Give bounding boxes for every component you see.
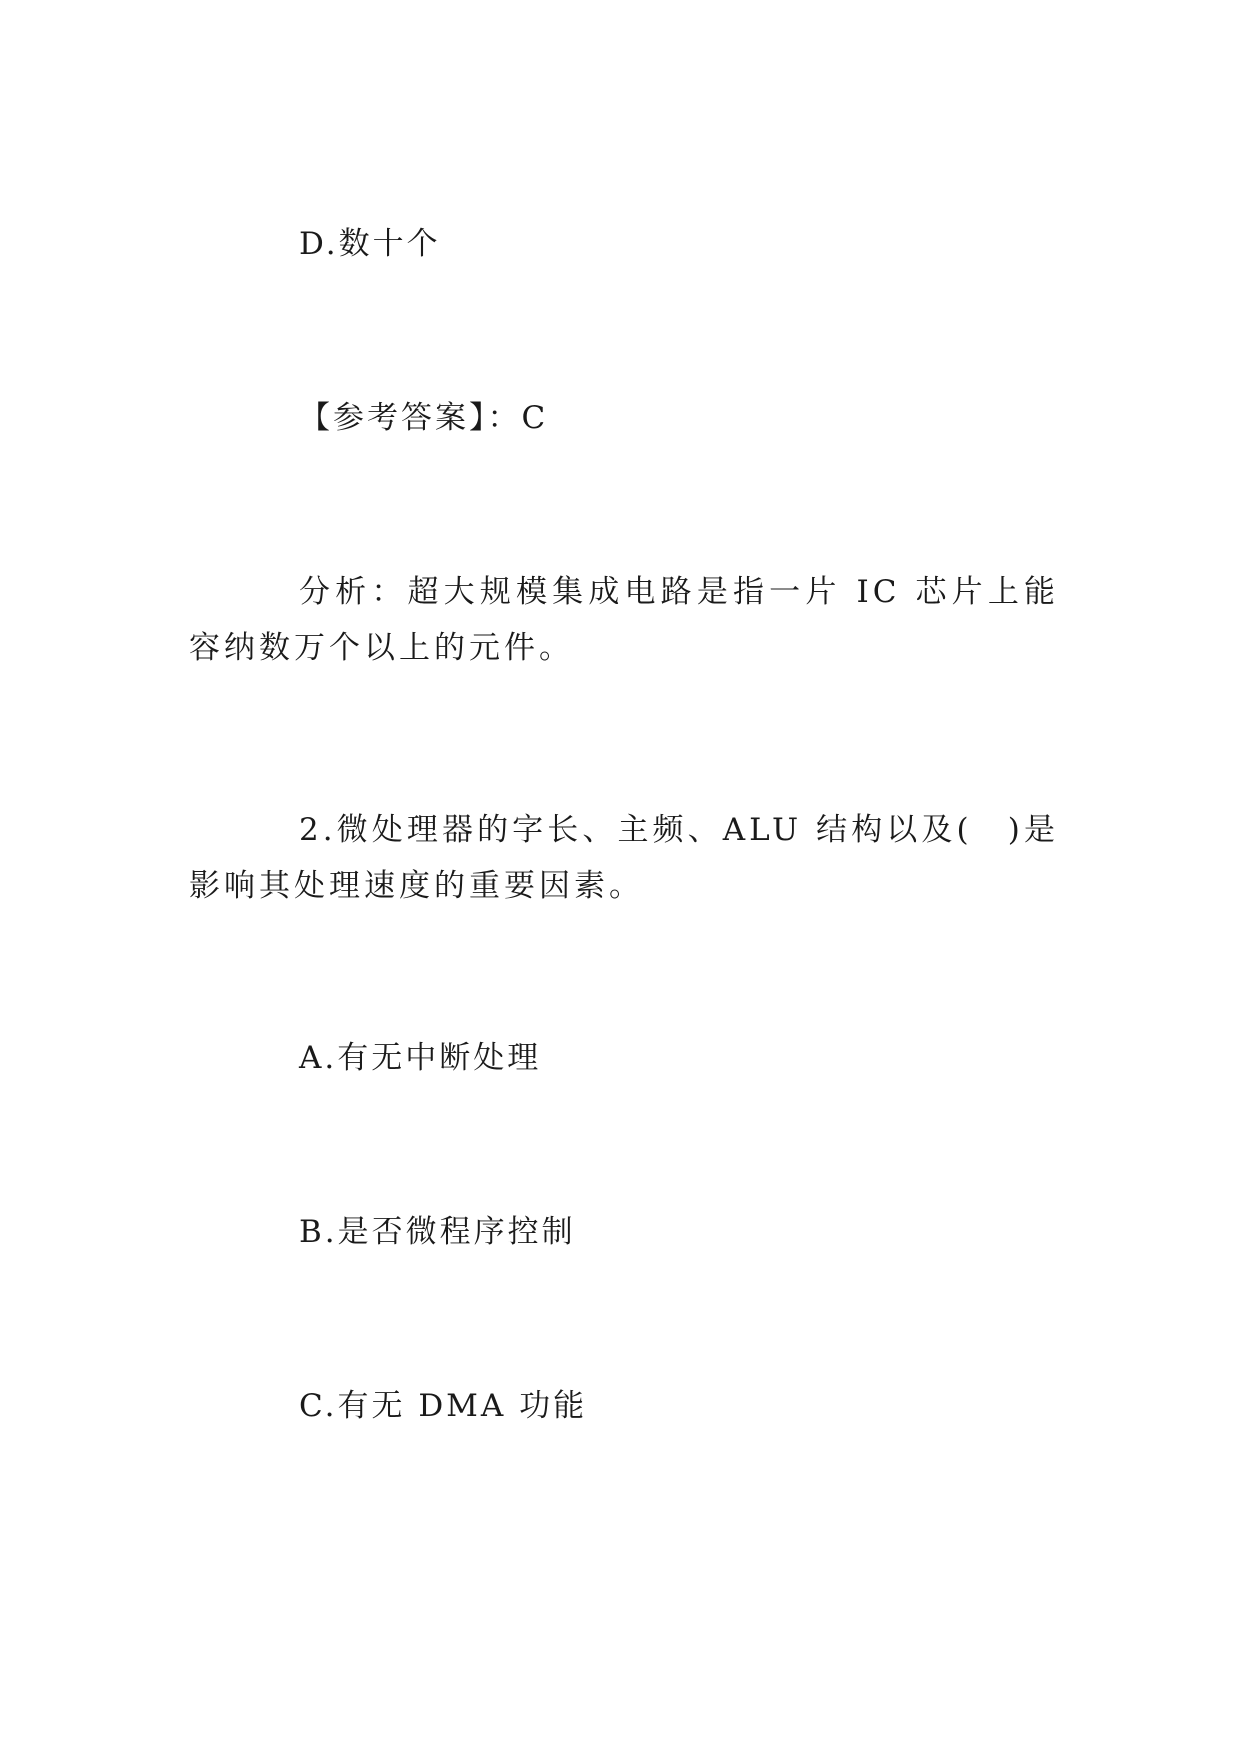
question-2-option-b: B.是否微程序控制 [299,1214,576,1250]
analysis-paragraph: 分析：超大规模集成电路是指一片 IC 芯片上能容纳数万个以上的元件。 [189,574,1059,666]
question-2-option-c: C.有无 DMA 功能 [299,1388,588,1424]
option-d-previous-question: D.数十个 [299,226,441,262]
reference-answer: 【参考答案】：C [299,400,549,436]
question-2-stem: 2.微处理器的字长、主频、ALU 结构以及( )是影响其处理速度的重要因素。 [189,812,1059,904]
question-2-option-a: A.有无中断处理 [299,1040,542,1076]
